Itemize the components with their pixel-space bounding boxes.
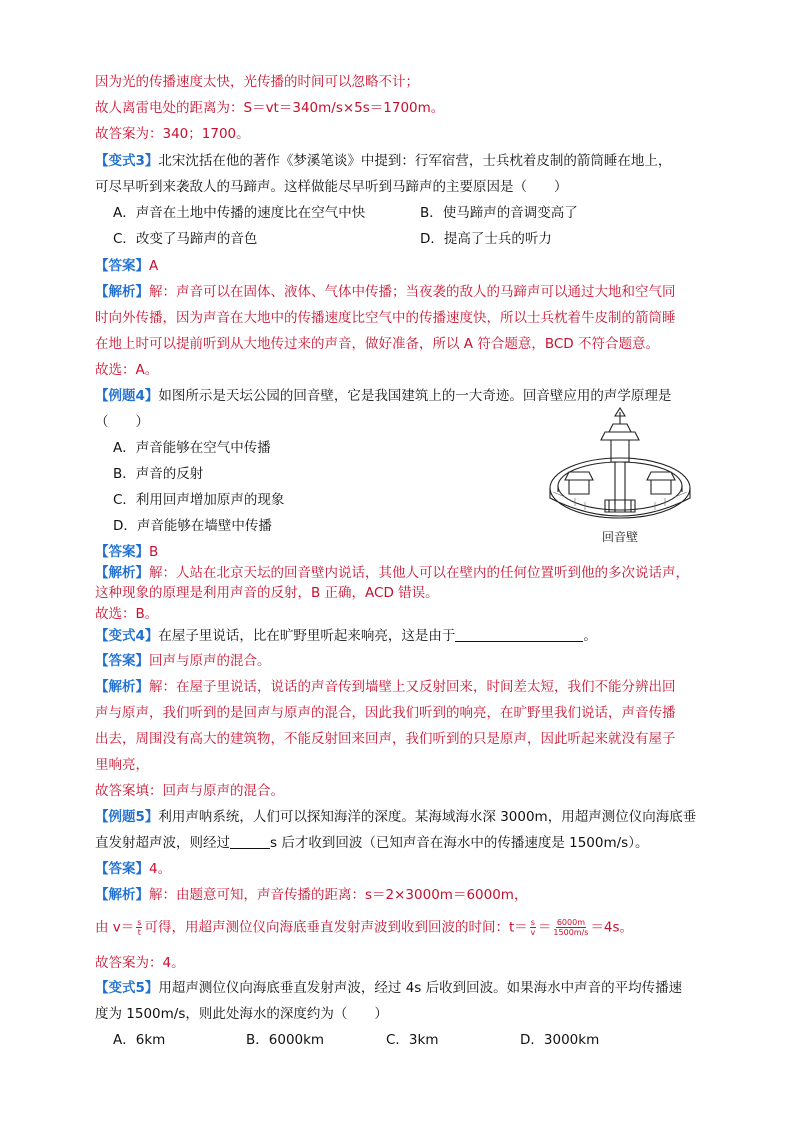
option-a: A．声音在土地中传播的速度比在空气中快 — [113, 205, 366, 221]
answer-tag: 【答案】 — [95, 544, 149, 560]
analysis-tag: 【解析】 — [95, 679, 149, 695]
solution-line: 因为光的传播速度太快，光传播的时间可以忽略不计； — [95, 74, 419, 90]
analysis-line — [95, 886, 527, 904]
variant-tag: 【变式3】 — [95, 153, 159, 169]
question-text: 如图所示是天坛公园的回音壁，它是我国建筑上的一大奇迹。回音壁应用的声学原理是 — [158, 388, 672, 404]
option-c: C．改变了马蹄声的音色 — [113, 231, 258, 247]
formula-text: 可得，用超声测位仪向海底垂直发射声波到收到回波的时间：t＝ — [144, 919, 528, 936]
analysis-line: 时向外传播，因为声音在大地中的传播速度比空气中的传播速度快，所以士兵枕着牛皮制的箭筒睡 — [95, 310, 676, 326]
fill-blank[interactable] — [230, 834, 270, 849]
question-line — [95, 152, 671, 170]
question-text: 利用声呐系统，人们可以探知海洋的深度。某海域海水深 3000m，用超声测位仪向海底垂 — [158, 809, 697, 825]
analysis-line — [95, 564, 689, 582]
solution-line: 故答案为：340；1700。 — [95, 126, 250, 142]
answer-line — [95, 652, 271, 670]
formula-text: ＝ — [537, 919, 552, 936]
question-text: 在屋子里说话，比在旷野里听起来响亮，这是由于 — [158, 628, 456, 644]
fill-blank[interactable] — [455, 627, 583, 642]
echo-wall-illustration-icon — [545, 402, 695, 526]
analysis-tag: 【解析】 — [95, 565, 149, 581]
option-d: D．3000km — [520, 1032, 600, 1048]
selection-line: 故选：B。 — [95, 606, 159, 622]
option-d: D．声音能够在墙壁中传播 — [113, 518, 272, 534]
variant-tag: 【变式4】 — [95, 628, 159, 644]
fill-answer-line: 故答案填：回声与原声的混合。 — [95, 783, 284, 799]
question-text: s 后才收到回波（已知声音在海水中的传播速度是 1500m/s）。 — [270, 835, 649, 851]
option-b: B．声音的反射 — [113, 466, 204, 482]
question-end: 。 — [583, 628, 597, 644]
question-line: 度为 1500m/s，则此处海水的深度约为（ ） — [95, 1006, 388, 1022]
question-line — [95, 834, 648, 852]
option-c: C．3km — [386, 1032, 439, 1048]
echo-wall-figure — [545, 402, 695, 550]
answer-tag: 【答案】 — [95, 861, 149, 877]
answer-tag: 【答案】 — [95, 653, 149, 669]
option-b: B．6000km — [246, 1032, 325, 1048]
option-b: B．使马蹄声的音调变高了 — [420, 205, 578, 221]
answer-text: 4。 — [149, 861, 172, 877]
question-line — [95, 979, 682, 997]
analysis-line: 出去，周围没有高大的建筑物，不能反射回来回声，我们听到的只是原声，因此听起来就没有屋子 — [95, 731, 676, 747]
example-tag: 【例题4】 — [95, 388, 159, 404]
option-c: C．利用回声增加原声的现象 — [113, 492, 285, 508]
figure-caption: 回音壁 — [601, 530, 638, 544]
question-line: 可尽早听到来袭敌人的马蹄声。这样做能尽早听到马蹄声的主要原因是（ ） — [95, 179, 568, 195]
analysis-line: 里响亮， — [95, 757, 149, 773]
analysis-tag: 【解析】 — [95, 887, 149, 903]
analysis-text: 解：由题意可知，声音传播的距离：s＝2×3000m＝6000m， — [149, 887, 528, 903]
analysis-text: 解：声音可以在固体、液体、气体中传播；当夜袭的敌人的马蹄声可以通过大地和空气同 — [149, 284, 676, 300]
analysis-line — [95, 678, 676, 696]
fraction-values: $\frac{6000m}{1500m/s}$ — [553, 918, 589, 937]
question-text: 北宋沈括在他的著作《梦溪笔谈》中提到：行军宿营，士兵枕着皮制的箭筒睡在地上， — [158, 153, 672, 169]
analysis-text: 解：在屋子里说话，说话的声音传到墙壁上又反射回来，时间差太短，我们不能分辨出回 — [149, 679, 676, 695]
answer-tag: 【答案】 — [95, 258, 149, 274]
fraction-s-over-t: $\frac{s}{t}$ — [137, 918, 142, 937]
solution-line: 故人离雷电处的距离为：S＝vt＝340m/s×5s＝1700m。 — [95, 100, 445, 116]
question-text: 用超声测位仪向海底垂直发射声波，经过 4s 后收到回波。如果海水中声音的平均传播速 — [158, 980, 683, 996]
analysis-text: 解：人站在北京天坛的回音壁内说话，其他人可以在壁内的任何位置听到他的多次说话声， — [149, 565, 689, 581]
option-a: A．声音能够在空气中传播 — [113, 440, 271, 456]
analysis-tag: 【解析】 — [95, 284, 149, 300]
option-a: A．6km — [113, 1032, 166, 1048]
answer-text: B — [149, 544, 159, 560]
question-line — [95, 808, 696, 826]
question-line — [95, 627, 597, 645]
formula-text: ＝4s。 — [590, 919, 634, 936]
formula-text: 由 v＝ — [95, 919, 135, 936]
answer-line — [95, 860, 171, 878]
selection-line: 故选：A。 — [95, 362, 159, 378]
question-text: 直发射超声波，则经过 — [95, 835, 230, 851]
answer-line — [95, 257, 158, 275]
analysis-line: 这种现象的原理是利用声音的反射，B 正确，ACD 错误。 — [95, 585, 439, 601]
option-d: D．提高了士兵的听力 — [420, 231, 552, 247]
answer-text: A — [149, 258, 159, 274]
variant-tag: 【变式5】 — [95, 980, 159, 996]
fill-answer-line: 故答案为：4。 — [95, 955, 185, 971]
formula-line — [95, 918, 633, 937]
analysis-line: 声与原声，我们听到的是回声与原声的混合，因此我们听到的响亮，在旷野里我们说话，声音传播 — [95, 705, 676, 721]
fraction-s-over-v: $\frac{s}{v}$ — [530, 918, 536, 937]
analysis-line: 在地上时可以提前听到从大地传过来的声音，做好准备，所以 A 符合题意，BCD 不符合题意。 — [95, 336, 659, 352]
answer-line — [95, 543, 158, 561]
example-tag: 【例题5】 — [95, 809, 159, 825]
analysis-line — [95, 283, 676, 301]
question-line: （ ） — [95, 414, 149, 430]
answer-text: 回声与原声的混合。 — [149, 653, 271, 669]
